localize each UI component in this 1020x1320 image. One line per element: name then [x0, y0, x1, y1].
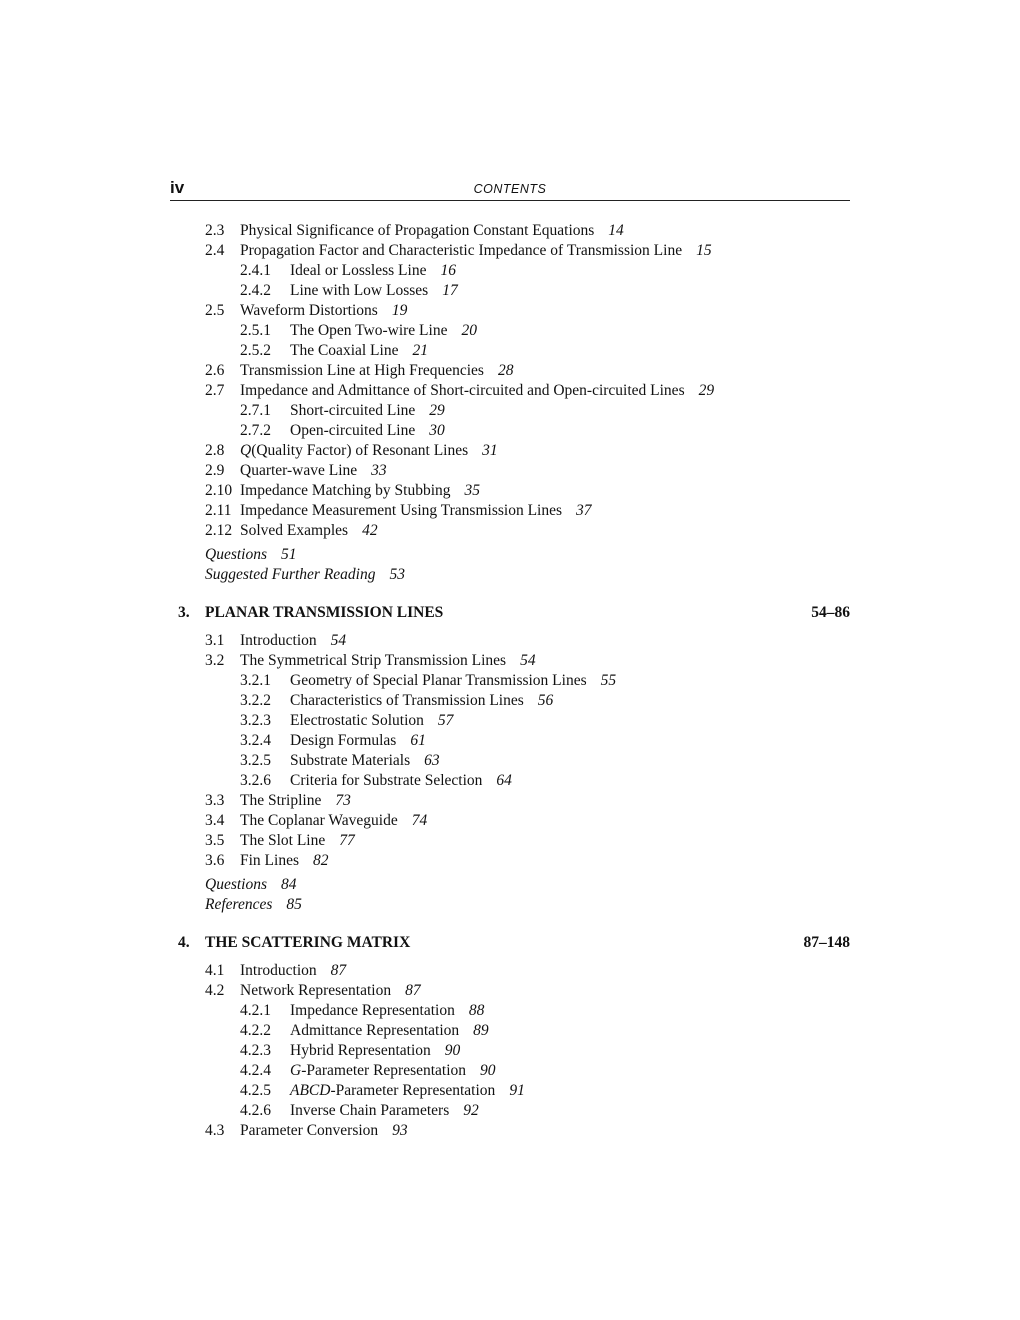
entry-title-text: Open-circuited Line: [290, 422, 416, 439]
entry-number: 2.5.2: [240, 342, 271, 359]
entry-number: 2.9: [205, 462, 225, 479]
entry-title: [240, 301, 407, 321]
entry-title: [290, 751, 440, 771]
toc-entry: [0, 261, 1020, 281]
entry-title-text: Parameter Conversion: [240, 1122, 379, 1139]
entry-page: 17: [442, 282, 458, 299]
entry-page: 92: [463, 1102, 479, 1119]
toc-entry: [0, 521, 1020, 541]
entry-title: [240, 651, 536, 671]
chapter-page-range: 87–148: [803, 934, 850, 951]
entry-page: 74: [411, 812, 428, 829]
toc-entry: [0, 651, 1020, 671]
italic-symbol: Q: [240, 442, 252, 459]
entry-number: 3.2: [205, 652, 225, 669]
entry-title-text: The Coplanar Waveguide: [240, 812, 398, 829]
toc-entry: [0, 771, 1020, 791]
entry-title: [240, 241, 712, 261]
entry-title-text: Impedance Representation: [290, 1002, 455, 1019]
toc-entry: [0, 1101, 1020, 1121]
entry-page: 54: [330, 632, 347, 649]
entry-number: 2.7.2: [240, 422, 271, 439]
entry-title-text: The Slot Line: [240, 832, 326, 849]
entry-page: 56: [537, 692, 554, 709]
entry-title-text: The Symmetrical Strip Transmission Lines: [240, 652, 507, 669]
entry-number: 3.2.4: [240, 732, 271, 749]
entry-page: 16: [440, 262, 456, 279]
entry-page: 91: [509, 1082, 525, 1099]
entry-page: 21: [412, 342, 428, 359]
entry-title-text: The Open Two-wire Line: [290, 322, 448, 339]
entry-title: [290, 421, 445, 441]
toc-entry: [0, 401, 1020, 421]
entry-title: [290, 711, 453, 731]
entry-title-text: -Parameter Representation: [330, 1082, 496, 1099]
entry-number: 2.7.1: [240, 402, 271, 419]
toc-entry: [0, 671, 1020, 691]
entry-number: 4.2.5: [240, 1082, 271, 1099]
entry-title: [290, 261, 456, 281]
entry-title: [240, 521, 378, 541]
toc-entry: [0, 751, 1020, 771]
toc-entry: [0, 281, 1020, 301]
entry-page: 63: [424, 752, 440, 769]
toc-endmatter: [0, 545, 1020, 565]
entry-number: 4.2.3: [240, 1042, 271, 1059]
entry-title: [240, 1121, 408, 1141]
entry-title: [240, 501, 592, 521]
endmatter-page: 84: [281, 876, 297, 893]
toc-endmatter: [0, 565, 1020, 585]
entry-title-text: Admittance Representation: [290, 1022, 460, 1039]
entry-title-text: Transmission Line at High Frequencies: [240, 362, 484, 379]
entry-page: 87: [330, 962, 347, 979]
entry-page: 57: [437, 712, 454, 729]
entry-title-text: Introduction: [240, 962, 317, 979]
entry-title-text: Short-circuited Line: [290, 402, 416, 419]
entry-title-text: Solved Examples: [240, 522, 349, 539]
entry-title: [240, 831, 355, 851]
entry-number: 2.7: [205, 382, 225, 399]
entry-title: [290, 1041, 460, 1061]
toc-endmatter: [0, 875, 1020, 895]
entry-number: 3.2.3: [240, 712, 271, 729]
entry-title-text: Impedance and Admittance of Short-circuited and Open-circuited Lines: [240, 382, 685, 399]
toc-entry: [0, 321, 1020, 341]
entry-number: 4.2: [205, 982, 225, 999]
toc-entry: [0, 961, 1020, 981]
entry-page: 15: [696, 242, 712, 259]
entry-number: 4.2.4: [240, 1062, 271, 1079]
entry-title: [290, 1021, 489, 1041]
entry-title: [240, 441, 498, 461]
toc-entry: [0, 1061, 1020, 1081]
entry-title-text: Hybrid Representation: [290, 1042, 431, 1059]
entry-page: 37: [576, 502, 592, 519]
entry-title: [290, 1001, 484, 1021]
toc-entry: [0, 301, 1020, 321]
entry-page: 54: [520, 652, 536, 669]
italic-symbol: ABCD: [290, 1082, 331, 1099]
entry-page: 28: [497, 362, 514, 379]
entry-number: 3.1: [205, 632, 225, 649]
chapter-page-range: 54–86: [811, 604, 850, 621]
entry-page: 77: [339, 832, 355, 849]
entry-title: [240, 851, 329, 871]
toc-entry: [0, 361, 1020, 381]
entry-page: 33: [371, 462, 387, 479]
spacer: [0, 915, 1020, 931]
entry-title: [240, 361, 513, 381]
entry-page: 73: [335, 792, 351, 809]
entry-title-text: Physical Significance of Propagation Constant Equations: [240, 222, 595, 239]
entry-page: 19: [391, 302, 408, 319]
entry-page: 42: [362, 522, 378, 539]
chapter-heading: [0, 601, 1020, 625]
toc-entry: [0, 711, 1020, 731]
entry-page: 82: [313, 852, 329, 869]
toc-entry: [0, 981, 1020, 1001]
entry-page: 29: [698, 382, 715, 399]
toc-entry: [0, 501, 1020, 521]
entry-title-text: Criteria for Substrate Selection: [290, 772, 483, 789]
entry-title-text: Waveform Distortions: [240, 302, 378, 319]
entry-title: [290, 1081, 525, 1101]
entry-number: 3.2.2: [240, 692, 271, 709]
entry-title-text: Substrate Materials: [290, 752, 411, 769]
entry-page: 93: [392, 1122, 408, 1139]
toc-entry: [0, 241, 1020, 261]
entry-page: 90: [480, 1062, 496, 1079]
entry-title: [290, 771, 512, 791]
entry-title: [240, 791, 351, 811]
entry-title: [240, 631, 346, 651]
chapter-number: 4.: [178, 934, 190, 951]
entry-number: 2.3: [205, 222, 225, 239]
toc-entry: [0, 831, 1020, 851]
entry-title: [290, 671, 616, 691]
toc-entry: [0, 851, 1020, 871]
toc-entry: [0, 811, 1020, 831]
endmatter-title: Questions 51: [205, 546, 297, 563]
entry-title: [290, 281, 458, 301]
entry-number: 3.3: [205, 792, 225, 809]
entry-number: 4.2.6: [240, 1102, 271, 1119]
entry-page: 30: [429, 422, 445, 439]
entry-number: 3.2.5: [240, 752, 271, 769]
entry-number: 4.2.1: [240, 1002, 271, 1019]
entry-title-text: Characteristics of Transmission Lines: [290, 692, 524, 709]
toc-entry: [0, 631, 1020, 651]
toc-entry: [0, 1081, 1020, 1101]
entry-title: [240, 221, 624, 241]
endmatter-title: Questions 84: [205, 876, 297, 893]
entry-title-text: The Coaxial Line: [290, 342, 399, 359]
chapter-number: 3.: [178, 604, 190, 621]
entry-title: [290, 401, 445, 421]
entry-number: 4.1: [205, 962, 225, 979]
entry-page: 87: [405, 982, 421, 999]
page-number: iv: [170, 178, 185, 197]
entry-title-text: Impedance Measurement Using Transmission Lines: [240, 502, 563, 519]
italic-symbol: G: [290, 1062, 302, 1079]
endmatter-title: References 85: [205, 896, 302, 913]
entry-title: [290, 691, 553, 711]
toc-entry: [0, 691, 1020, 711]
entry-title: [240, 811, 427, 831]
entry-title: [240, 381, 714, 401]
entry-title: [240, 981, 421, 1001]
entry-number: 2.10: [205, 482, 233, 499]
entry-page: 90: [444, 1042, 461, 1059]
toc-entry: [0, 421, 1020, 441]
endmatter-title: Suggested Further Reading 53: [205, 566, 405, 583]
entry-title-text: The Stripline: [240, 792, 322, 809]
entry-page: 89: [473, 1022, 489, 1039]
entry-number: 2.4.1: [240, 262, 271, 279]
entry-number: 2.6: [205, 362, 225, 379]
entry-number: 3.2.6: [240, 772, 271, 789]
spacer: [0, 585, 1020, 601]
toc-entry: [0, 1121, 1020, 1141]
entry-title-text: Geometry of Special Planar Transmission Lines: [290, 672, 587, 689]
entry-title-text: Network Representation: [240, 982, 392, 999]
entry-title: [290, 1061, 496, 1081]
entry-number: 3.2.1: [240, 672, 271, 689]
entry-title: [290, 321, 477, 341]
endmatter-page: 51: [281, 546, 297, 563]
entry-title: [290, 731, 426, 751]
entry-page: 61: [410, 732, 426, 749]
entry-number: 3.6: [205, 852, 225, 869]
toc-entry: [0, 481, 1020, 501]
endmatter-page: 53: [389, 566, 405, 583]
entry-title-text: (Quality Factor) of Resonant Lines: [251, 442, 469, 459]
entry-number: 3.4: [205, 812, 225, 829]
entry-number: 4.2.2: [240, 1022, 271, 1039]
entry-page: 35: [464, 482, 480, 499]
toc-entry: [0, 1041, 1020, 1061]
entry-title-text: Quarter-wave Line: [240, 462, 358, 479]
entry-title: [290, 341, 428, 361]
toc-entry: [0, 381, 1020, 401]
entry-title-text: Propagation Factor and Characteristic Impedance of Transmission Line: [240, 242, 683, 259]
entry-title-text: Fin Lines: [240, 852, 299, 869]
table-of-contents: [0, 221, 1020, 1141]
toc-entry: [0, 731, 1020, 751]
toc-entry: [0, 461, 1020, 481]
entry-page: 20: [461, 322, 477, 339]
chapter-title: THE SCATTERING MATRIX: [205, 934, 411, 951]
entry-title-text: Line with Low Losses: [290, 282, 429, 299]
toc-entry: [0, 221, 1020, 241]
entry-title: [240, 961, 346, 981]
entry-title-text: Ideal or Lossless Line: [290, 262, 427, 279]
entry-page: 29: [429, 402, 445, 419]
entry-title-text: -Parameter Representation: [301, 1062, 467, 1079]
running-title: CONTENTS: [473, 182, 547, 196]
toc-endmatter: [0, 895, 1020, 915]
chapter-heading: [0, 931, 1020, 955]
entry-page: 14: [608, 222, 624, 239]
toc-entry: [0, 1001, 1020, 1021]
entry-number: 3.5: [205, 832, 225, 849]
toc-entry: [0, 1021, 1020, 1041]
page-header: [170, 178, 850, 201]
entry-number: 4.3: [205, 1122, 225, 1139]
entry-title-text: Impedance Matching by Stubbing: [240, 482, 451, 499]
entry-number: 2.4: [205, 242, 225, 259]
toc-entry: [0, 791, 1020, 811]
toc-entry: [0, 341, 1020, 361]
entry-number: 2.5: [205, 302, 225, 319]
entry-page: 55: [600, 672, 617, 689]
entry-number: 2.4.2: [240, 282, 271, 299]
entry-number: 2.8: [205, 442, 225, 459]
entry-title: [240, 461, 387, 481]
entry-page: 64: [496, 772, 512, 789]
chapter-title: PLANAR TRANSMISSION LINES: [205, 604, 444, 621]
entry-title-text: Inverse Chain Parameters: [290, 1102, 450, 1119]
entry-title-text: Design Formulas: [290, 732, 397, 749]
entry-number: 2.5.1: [240, 322, 271, 339]
entry-page: 88: [468, 1002, 485, 1019]
entry-number: 2.12: [205, 522, 233, 539]
entry-title: [290, 1101, 479, 1121]
endmatter-page: 85: [286, 896, 302, 913]
entry-title-text: Electrostatic Solution: [290, 712, 424, 729]
entry-page: 31: [482, 442, 498, 459]
toc-entry: [0, 441, 1020, 461]
entry-number: 2.11: [205, 502, 232, 519]
entry-title-text: Introduction: [240, 632, 317, 649]
entry-title: [240, 481, 480, 501]
